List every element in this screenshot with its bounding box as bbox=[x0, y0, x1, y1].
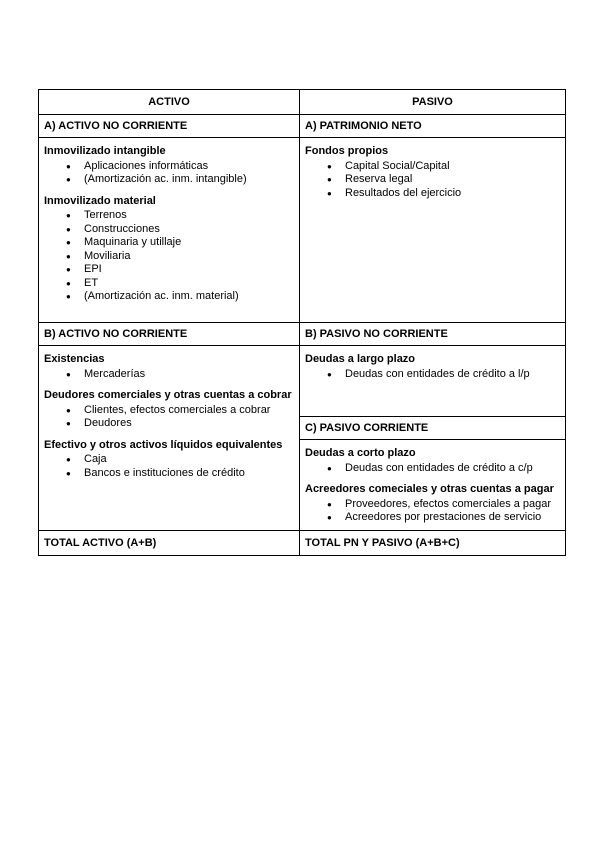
activo-no-corriente-a-title: A) ACTIVO NO CORRIENTE bbox=[39, 115, 300, 138]
pasivo-header: PASIVO bbox=[300, 90, 566, 115]
total-activo: TOTAL ACTIVO (A+B) bbox=[39, 530, 300, 555]
list-item: ● Construcciones bbox=[84, 223, 294, 237]
list-item: ● Deudas con entidades de crédito a l/p bbox=[345, 368, 560, 382]
list-item: ● Mercaderías bbox=[84, 368, 294, 382]
list-item: ● Reserva legal bbox=[345, 173, 560, 187]
list-item: ● Deudores bbox=[84, 417, 294, 431]
pasivo-corriente-body bbox=[300, 440, 565, 530]
list-item: ● Terrenos bbox=[84, 209, 294, 223]
group-title: Acreedores comeciales y otras cuentas a pagar bbox=[305, 483, 554, 495]
list-item: ● Proveedores, efectos comerciales a pagar bbox=[345, 498, 560, 512]
item-list bbox=[305, 498, 560, 525]
list-item: ● Clientes, efectos comerciales a cobrar bbox=[84, 404, 294, 418]
activo-header: ACTIVO bbox=[39, 90, 300, 115]
list-item: ● Maquinaria y utillaje bbox=[84, 236, 294, 250]
list-item: ● (Amortización ac. inm. intangible) bbox=[84, 173, 294, 187]
item-list bbox=[305, 368, 560, 382]
item-list bbox=[44, 368, 294, 382]
list-item: ● Acreedores por prestaciones de servicio bbox=[345, 511, 560, 525]
list-item: ● Resultados del ejercicio bbox=[345, 187, 560, 201]
pasivo-no-corriente-title: B) PASIVO NO CORRIENTE bbox=[300, 323, 566, 346]
group-title: Deudas a largo plazo bbox=[305, 353, 416, 365]
item-list bbox=[44, 209, 294, 304]
balance-sheet-table bbox=[38, 89, 566, 556]
activo-a-body bbox=[39, 138, 300, 323]
list-item: ● Moviliaria bbox=[84, 250, 294, 264]
pasivo-split-cell bbox=[300, 346, 566, 531]
group-title: Efectivo y otros activos líquidos equivalentes bbox=[44, 438, 283, 451]
list-item: ● Deudas con entidades de crédito a c/p bbox=[345, 462, 560, 476]
item-list bbox=[44, 160, 294, 187]
group-title: Fondos propios bbox=[305, 145, 389, 157]
pasivo-corriente-title: C) PASIVO CORRIENTE bbox=[300, 416, 565, 440]
list-item: ● Caja bbox=[84, 453, 294, 467]
patrimonio-neto-title: A) PATRIMONIO NETO bbox=[300, 115, 566, 138]
list-item: ● (Amortización ac. inm. material) bbox=[84, 290, 294, 304]
group-title: Deudores comerciales y otras cuentas a cobrar bbox=[44, 389, 292, 401]
pasivo-no-corriente-body bbox=[300, 346, 565, 416]
list-item: ● EPI bbox=[84, 263, 294, 277]
item-list bbox=[305, 160, 560, 201]
item-list bbox=[44, 453, 294, 480]
list-item: ● Capital Social/Capital bbox=[345, 160, 560, 174]
list-item: ● ET bbox=[84, 277, 294, 291]
item-list bbox=[44, 404, 294, 431]
group-title: Deudas a corto plazo bbox=[305, 447, 416, 459]
group-title: Existencias bbox=[44, 353, 105, 365]
total-pn-pasivo: TOTAL PN Y PASIVO (A+B+C) bbox=[300, 530, 566, 555]
item-list bbox=[305, 462, 560, 476]
list-item: ● Aplicaciones informáticas bbox=[84, 160, 294, 174]
group-title: Inmovilizado intangible bbox=[44, 145, 166, 157]
activo-b-body bbox=[39, 346, 300, 531]
group-title: Inmovilizado material bbox=[44, 194, 156, 207]
patrimonio-neto-body bbox=[300, 138, 566, 323]
activo-no-corriente-b-title: B) ACTIVO NO CORRIENTE bbox=[39, 323, 300, 346]
list-item: ● Bancos e instituciones de crédito bbox=[84, 467, 294, 481]
